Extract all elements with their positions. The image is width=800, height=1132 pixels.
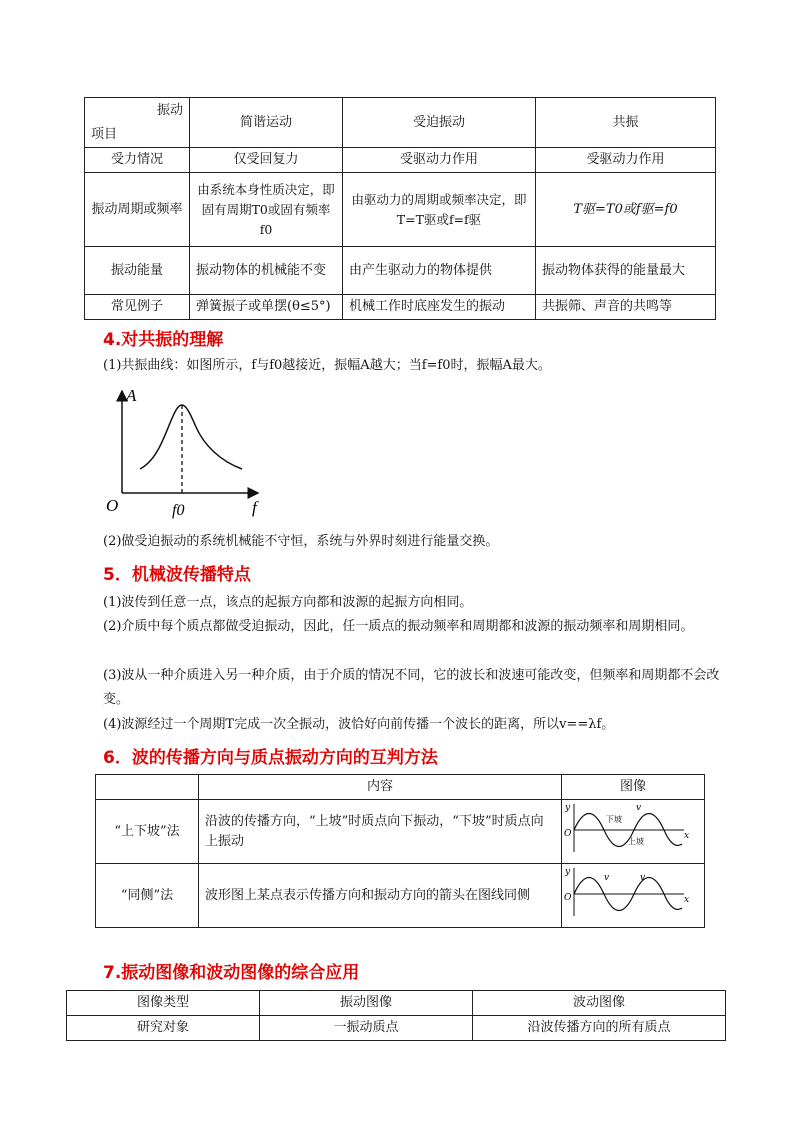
- same-side-figure-cell: [562, 864, 705, 928]
- col-header-forced: 受迫振动: [343, 98, 536, 148]
- comparison-table: [84, 97, 716, 320]
- wave-method-table: [95, 774, 705, 928]
- cell-value: T驱=T0或f驱=f0: [536, 173, 716, 247]
- origin-label: O: [106, 496, 119, 515]
- row-label-period: 振动周期或频率: [85, 173, 190, 247]
- cell-value: 弹簧振子或单摆(θ≤5°): [190, 295, 343, 320]
- fig-label-v1: v: [604, 873, 610, 883]
- fig-label-v2: v: [640, 873, 646, 883]
- axis-x-label: f: [252, 498, 257, 517]
- sec4-paragraph-1: (1)共振曲线：如图所示，f与f0越接近，振幅A越大；当f=f0时，振幅A最大。: [103, 358, 551, 373]
- row-label-force: 受力情况: [85, 148, 190, 173]
- method-slope: “上下坡”法: [96, 800, 199, 864]
- sec5-paragraph-1: (1)波传到任意一点，该点的起振方向都和波源的起振方向相同。: [103, 595, 473, 610]
- sec4-paragraph-2: (2)做受迫振动的系统机械能不守恒，系统与外界时刻进行能量交换。: [103, 534, 499, 549]
- section-7-title: 7.振动图像和波动图像的综合应用: [103, 963, 360, 983]
- fig-label-y: y: [565, 867, 571, 877]
- header-item-label: 项目: [91, 126, 118, 142]
- cell-value: 由驱动力的周期或频率决定，即T=T驱或f=f驱: [343, 173, 536, 247]
- empty-header-cell: [96, 775, 199, 800]
- table-row: [67, 991, 726, 1016]
- table-corner-cell: [85, 98, 190, 148]
- graph-comparison-table: [66, 990, 726, 1041]
- cell-value: 共振筛、声音的共鸣等: [536, 295, 716, 320]
- cell-value: 沿波传播方向的所有质点: [473, 1016, 726, 1041]
- cell-value: 振动物体获得的能量最大: [536, 247, 716, 295]
- cell-value: 受驱动力作用: [536, 148, 716, 173]
- fig-label-x: x: [684, 895, 690, 905]
- section-5-title: 5．机械波传播特点: [103, 565, 251, 585]
- col-header-resonance: 共振: [536, 98, 716, 148]
- fig-label-x: x: [684, 831, 690, 841]
- table-row: [85, 247, 716, 295]
- section-4-title: 4.对共振的理解: [103, 330, 224, 350]
- f0-tick-label: f0: [172, 502, 185, 519]
- table-row: [85, 148, 716, 173]
- fig-label-v: v: [636, 803, 642, 813]
- resonance-curve-graph: [100, 383, 270, 523]
- method-slope-text: 沿波的传播方向，“上坡”时质点向下振动，“下坡”时质点向上振动: [199, 800, 562, 864]
- table-row: [85, 295, 716, 320]
- cell-value: 机械工作时底座发生的振动: [343, 295, 536, 320]
- fig-label-o: O: [564, 893, 572, 903]
- sec5-paragraph-2: (2)介质中每个质点都做受迫振动，因此，任一质点的振动频率和周期都和波源的振动频率和周期相同。: [103, 619, 694, 634]
- cell-value: 一振动质点: [260, 1016, 473, 1041]
- cell-value: 振动图像: [260, 991, 473, 1016]
- table-row: [85, 173, 716, 247]
- header-vib-label: 振动: [156, 102, 183, 118]
- col-header-shm: 简谐运动: [190, 98, 343, 148]
- table-row: [96, 800, 705, 864]
- axis-y-label: A: [126, 386, 137, 405]
- cell-value: 图像类型: [67, 991, 260, 1016]
- sec5-paragraph-4: (4)波源经过一个周期T完成一次全振动，波恰好向前传播一个波长的距离，所以v==λf。: [103, 717, 615, 732]
- fig-label-o: O: [564, 829, 572, 839]
- method-same-side-text: 波形图上某点表示传播方向和振动方向的箭头在图线同侧: [199, 864, 562, 928]
- cell-value: 由产生驱动力的物体提供: [343, 247, 536, 295]
- row-label-example: 常见例子: [85, 295, 190, 320]
- cell-value: 波动图像: [473, 991, 726, 1016]
- row-label-energy: 振动能量: [85, 247, 190, 295]
- method-same-side: “同侧”法: [96, 864, 199, 928]
- fig-label-y: y: [565, 803, 571, 813]
- fig-label-downslope: 下坡: [606, 815, 622, 824]
- table-row: [96, 864, 705, 928]
- same-side-wave-figure: [562, 864, 692, 920]
- header-image: 图像: [562, 775, 705, 800]
- section-6-title: 6．波的传播方向与质点振动方向的互判方法: [103, 748, 438, 768]
- cell-value: 研究对象: [67, 1016, 260, 1041]
- slope-wave-figure: [562, 800, 692, 856]
- sec5-paragraph-3: (3)波从一种介质进入另一种介质，由于介质的情况不同，它的波长和波速可能改变，但频率和周期都不会改变。: [103, 668, 720, 707]
- slope-figure-cell: [562, 800, 705, 864]
- cell-value: 仅受回复力: [190, 148, 343, 173]
- cell-value: 受驱动力作用: [343, 148, 536, 173]
- resonance-curve: [140, 405, 242, 469]
- table-row: [67, 1016, 726, 1041]
- cell-value: 由系统本身性质决定，即固有周期T0或固有频率f0: [190, 173, 343, 247]
- fig-label-upslope: 上坡: [628, 837, 644, 846]
- header-content: 内容: [199, 775, 562, 800]
- cell-value: 振动物体的机械能不变: [190, 247, 343, 295]
